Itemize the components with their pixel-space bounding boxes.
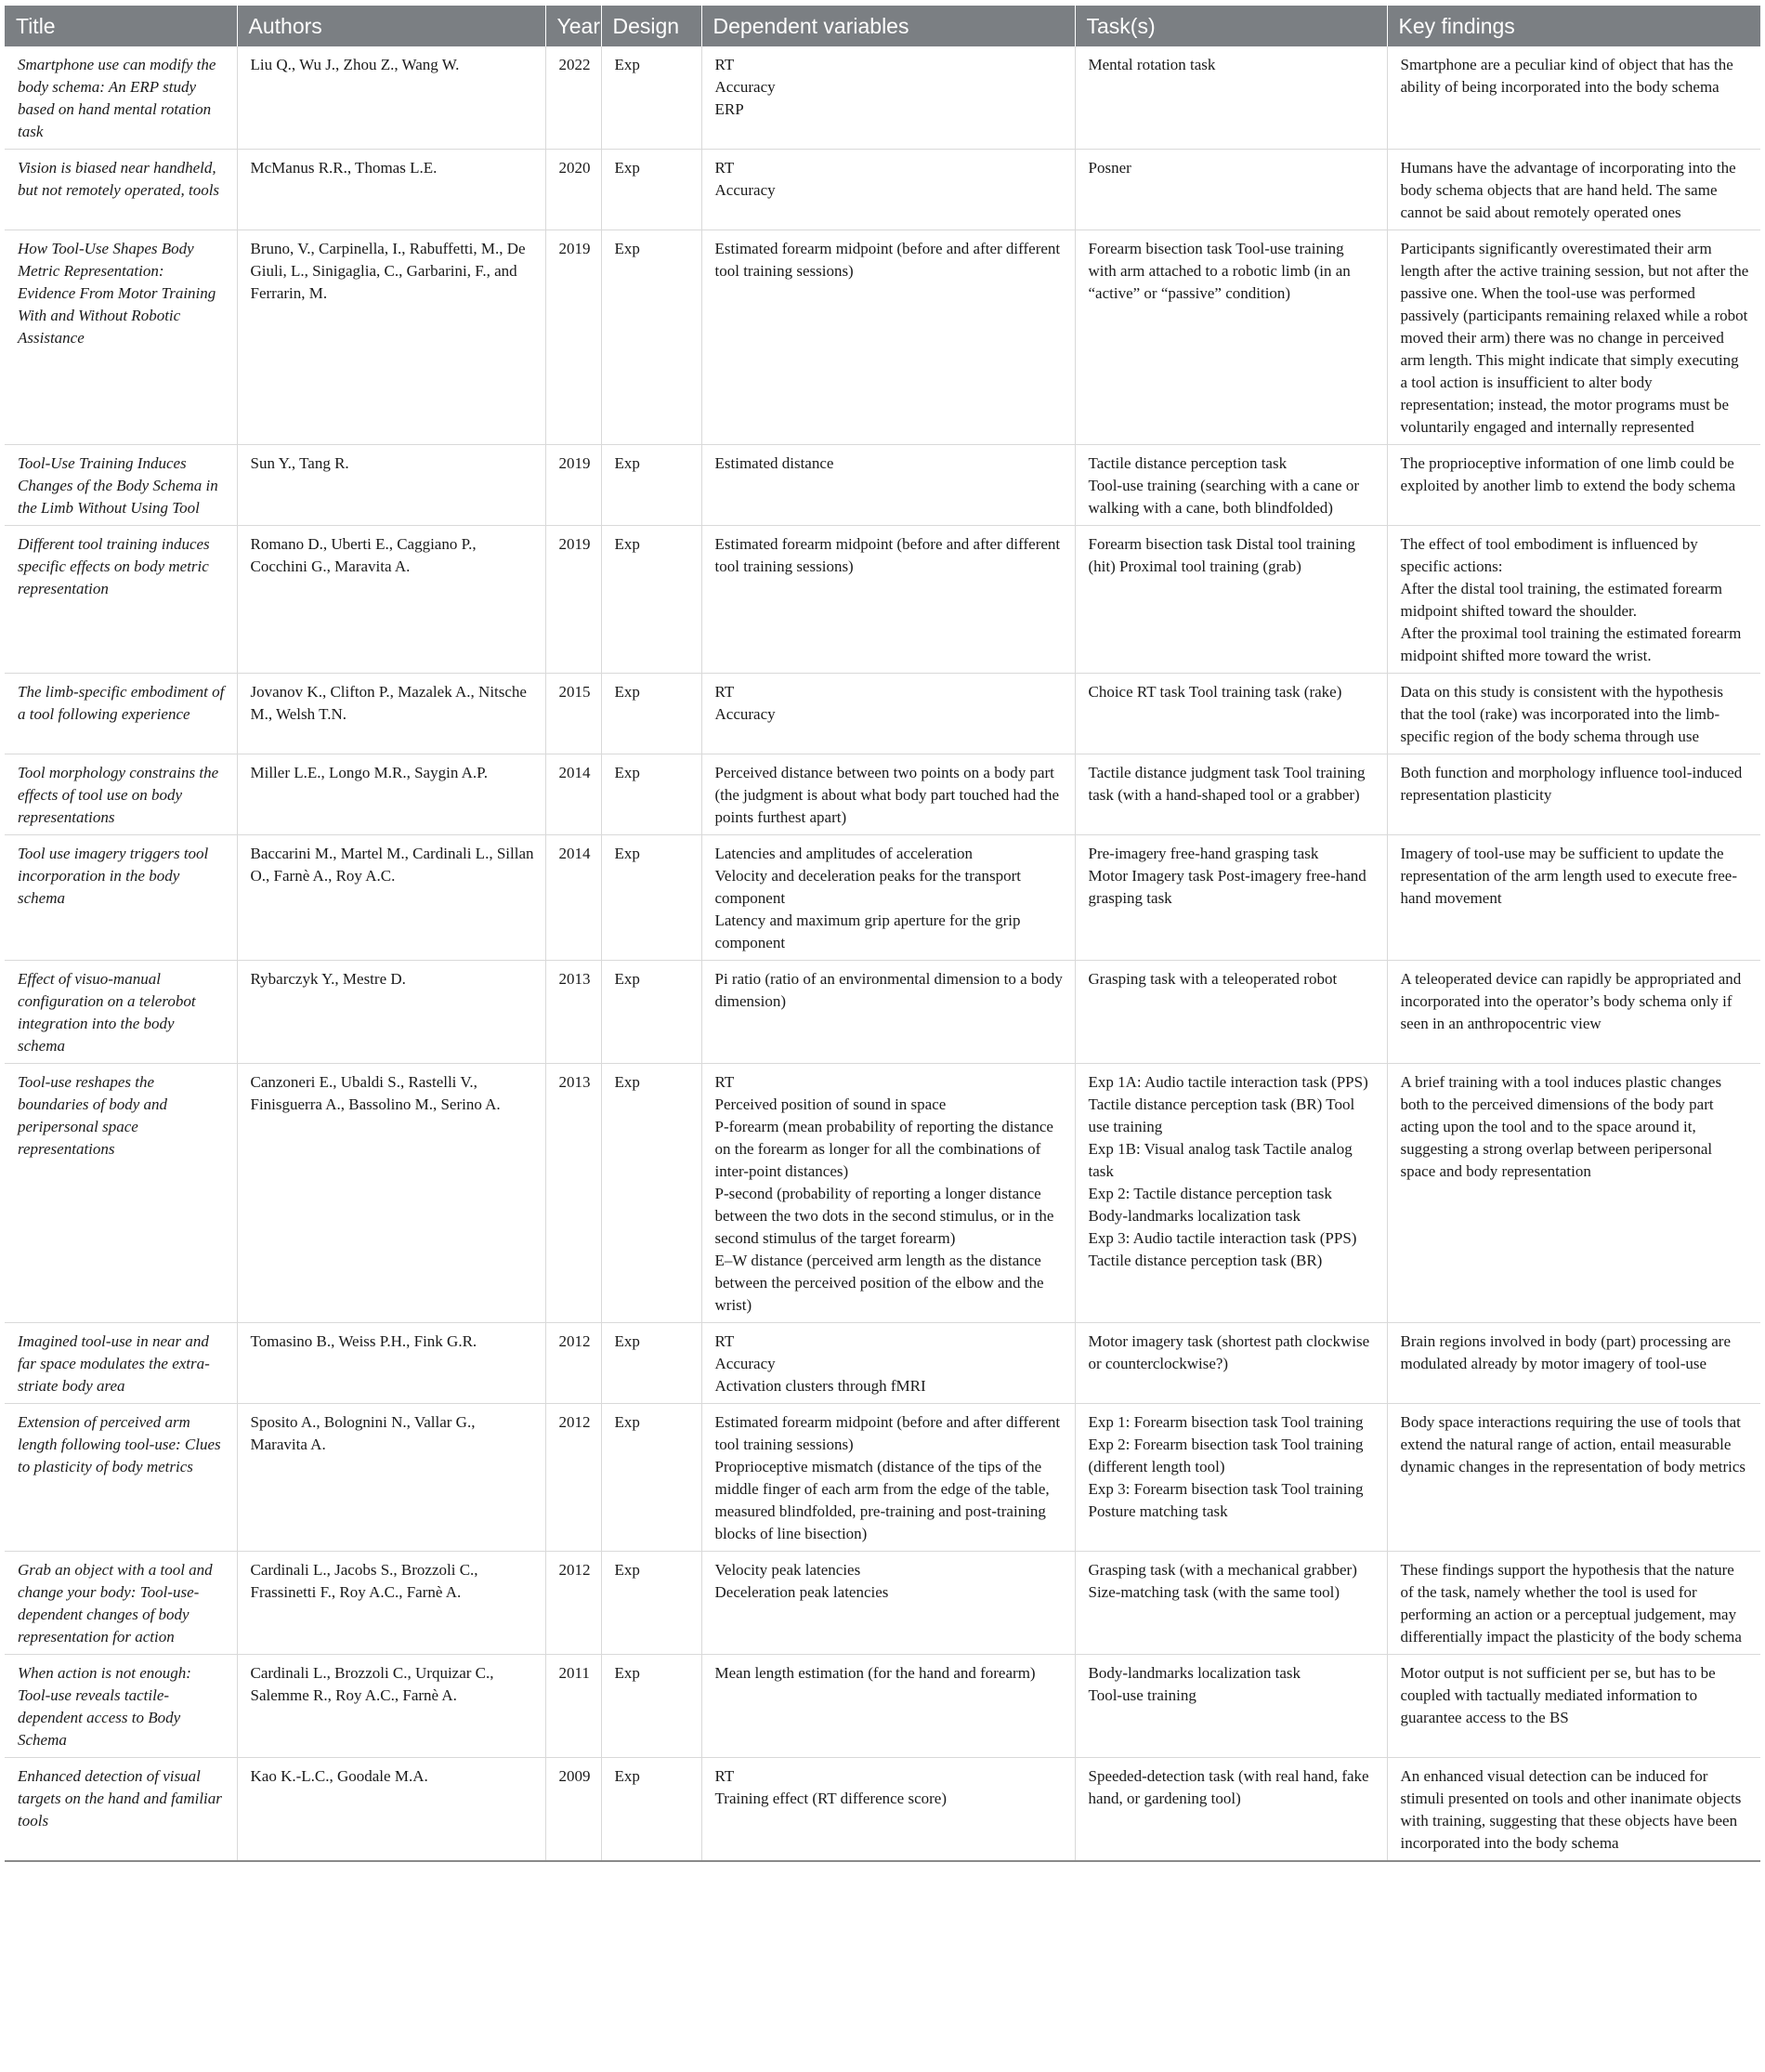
header-dependent-variables: Dependent variables bbox=[701, 6, 1075, 46]
cell-year: 2009 bbox=[545, 1758, 601, 1862]
cell-title: Extension of perceived arm length following tool-use: Clues to plasticity of body metrics bbox=[5, 1404, 237, 1552]
cell-dependent-variables: Mean length estimation (for the hand and forearm) bbox=[701, 1655, 1075, 1758]
cell-authors: Canzoneri E., Ubaldi S., Rastelli V., Finisguerra A., Bassolino M., Serino A. bbox=[237, 1064, 545, 1323]
cell-title: Enhanced detection of visual targets on the hand and familiar tools bbox=[5, 1758, 237, 1862]
cell-year: 2012 bbox=[545, 1323, 601, 1404]
cell-key-findings: Participants significantly overestimated their arm length after the active training session, but not after the passive one. When the tool-use was performed passively (participants remaining relaxed while a robot moved their arm) there was no change in perceived arm length. This might indicate that simply executing a tool action is insufficient to alter body representation; instead, the motor programs must be voluntarily engaged and internally represented bbox=[1387, 230, 1760, 445]
cell-design: Exp bbox=[601, 754, 701, 835]
cell-year: 2020 bbox=[545, 150, 601, 230]
cell-dependent-variables: Estimated forearm midpoint (before and after different tool training sessions) bbox=[701, 526, 1075, 674]
cell-design: Exp bbox=[601, 1404, 701, 1552]
cell-design: Exp bbox=[601, 1758, 701, 1862]
cell-title: The limb-specific embodiment of a tool following experience bbox=[5, 674, 237, 754]
table-row bbox=[5, 1323, 1760, 1404]
cell-key-findings: A teleoperated device can rapidly be appropriated and incorporated into the operator’s body schema only if seen in an anthropocentric view bbox=[1387, 961, 1760, 1064]
table-row bbox=[5, 835, 1760, 961]
cell-year: 2022 bbox=[545, 46, 601, 150]
cell-tasks: Posner bbox=[1075, 150, 1387, 230]
table-row bbox=[5, 754, 1760, 835]
cell-tasks: Grasping task (with a mechanical grabber) Size-matching task (with the same tool) bbox=[1075, 1552, 1387, 1655]
cell-title: Tool use imagery triggers tool incorporation in the body schema bbox=[5, 835, 237, 961]
cell-design: Exp bbox=[601, 230, 701, 445]
cell-authors: Kao K.-L.C., Goodale M.A. bbox=[237, 1758, 545, 1862]
cell-design: Exp bbox=[601, 835, 701, 961]
cell-design: Exp bbox=[601, 150, 701, 230]
cell-design: Exp bbox=[601, 445, 701, 526]
header-design: Design bbox=[601, 6, 701, 46]
cell-design: Exp bbox=[601, 1323, 701, 1404]
cell-dependent-variables: RT Perceived position of sound in space P-forearm (mean probability of reporting the distance on the forearm as longer for all the combinations of inter-point distances) P-second (probability of reporting a longer distance between the two dots in the second stimulus, or in the second stimulus of the target forearm) E–W distance (perceived arm length as the distance between the perceived position of the elbow and the wrist) bbox=[701, 1064, 1075, 1323]
cell-year: 2013 bbox=[545, 961, 601, 1064]
cell-design: Exp bbox=[601, 46, 701, 150]
cell-year: 2012 bbox=[545, 1404, 601, 1552]
cell-key-findings: Both function and morphology influence tool-induced representation plasticity bbox=[1387, 754, 1760, 835]
cell-year: 2011 bbox=[545, 1655, 601, 1758]
cell-authors: Bruno, V., Carpinella, I., Rabuffetti, M., De Giuli, L., Sinigaglia, C., Garbarini, F., and Ferrarin, M. bbox=[237, 230, 545, 445]
cell-tasks: Choice RT task Tool training task (rake) bbox=[1075, 674, 1387, 754]
header-key-findings: Key findings bbox=[1387, 6, 1760, 46]
cell-tasks: Grasping task with a teleoperated robot bbox=[1075, 961, 1387, 1064]
cell-title: Imagined tool-use in near and far space modulates the extra-striate body area bbox=[5, 1323, 237, 1404]
cell-dependent-variables: RT Accuracy bbox=[701, 150, 1075, 230]
cell-tasks: Tactile distance perception task Tool-use training (searching with a cane or walking with a cane, both blindfolded) bbox=[1075, 445, 1387, 526]
cell-dependent-variables: Estimated forearm midpoint (before and after different tool training sessions) Proprioceptive mismatch (distance of the tips of the middle finger of each arm from the edge of the table, measured blindfolded, pre-training and post-training blocks of line bisection) bbox=[701, 1404, 1075, 1552]
cell-year: 2019 bbox=[545, 526, 601, 674]
cell-tasks: Mental rotation task bbox=[1075, 46, 1387, 150]
cell-tasks: Exp 1: Forearm bisection task Tool training Exp 2: Forearm bisection task Tool training (different length tool) Exp 3: Forearm bisection task Tool training Posture matching task bbox=[1075, 1404, 1387, 1552]
cell-title: Tool-Use Training Induces Changes of the Body Schema in the Limb Without Using Tool bbox=[5, 445, 237, 526]
cell-design: Exp bbox=[601, 961, 701, 1064]
cell-key-findings: These findings support the hypothesis that the nature of the task, namely whether the tool is used for performing an action or a perceptual judgement, may differentially impact the plasticity of the body schema bbox=[1387, 1552, 1760, 1655]
cell-authors: Cardinali L., Jacobs S., Brozzoli C., Frassinetti F., Roy A.C., Farnè A. bbox=[237, 1552, 545, 1655]
table-row bbox=[5, 526, 1760, 674]
cell-design: Exp bbox=[601, 1655, 701, 1758]
cell-dependent-variables: RT Training effect (RT difference score) bbox=[701, 1758, 1075, 1862]
table-row bbox=[5, 46, 1760, 150]
cell-dependent-variables: Perceived distance between two points on a body part (the judgment is about what body part touched had the points furthest apart) bbox=[701, 754, 1075, 835]
cell-tasks: Exp 1A: Audio tactile interaction task (PPS) Tactile distance perception task (BR) Tool use training Exp 1B: Visual analog task Tactile analog task Exp 2: Tactile distance perception task Body-landmarks localization task Exp 3: Audio tactile interaction task (PPS) Tactile distance perception task (BR) bbox=[1075, 1064, 1387, 1323]
cell-key-findings: A brief training with a tool induces plastic changes both to the perceived dimensions of the body part acting upon the tool and to the space around it, suggesting a strong overlap between peripersonal space and body representation bbox=[1387, 1064, 1760, 1323]
cell-authors: Liu Q., Wu J., Zhou Z., Wang W. bbox=[237, 46, 545, 150]
table-row bbox=[5, 1758, 1760, 1862]
cell-key-findings: Humans have the advantage of incorporating into the body schema objects that are hand held. The same cannot be said about remotely operated ones bbox=[1387, 150, 1760, 230]
cell-dependent-variables: Pi ratio (ratio of an environmental dimension to a body dimension) bbox=[701, 961, 1075, 1064]
cell-dependent-variables: Latencies and amplitudes of acceleration Velocity and deceleration peaks for the transport component Latency and maximum grip aperture for the grip component bbox=[701, 835, 1075, 961]
cell-title: Tool-use reshapes the boundaries of body and peripersonal space representations bbox=[5, 1064, 237, 1323]
cell-tasks: Forearm bisection task Distal tool training (hit) Proximal tool training (grab) bbox=[1075, 526, 1387, 674]
cell-year: 2015 bbox=[545, 674, 601, 754]
cell-dependent-variables: RT Accuracy ERP bbox=[701, 46, 1075, 150]
cell-title: Different tool training induces specific effects on body metric representation bbox=[5, 526, 237, 674]
cell-dependent-variables: RT Accuracy Activation clusters through fMRI bbox=[701, 1323, 1075, 1404]
cell-key-findings: The effect of tool embodiment is influenced by specific actions: After the distal tool training, the estimated forearm midpoint shifted toward the shoulder. After the proximal tool training the estimated forearm midpoint shifted more toward the wrist. bbox=[1387, 526, 1760, 674]
cell-title: Grab an object with a tool and change your body: Tool-use-dependent changes of body representation for action bbox=[5, 1552, 237, 1655]
cell-authors: Cardinali L., Brozzoli C., Urquizar C., Salemme R., Roy A.C., Farnè A. bbox=[237, 1655, 545, 1758]
table-row bbox=[5, 230, 1760, 445]
cell-title: Smartphone use can modify the body schema: An ERP study based on hand mental rotation task bbox=[5, 46, 237, 150]
header-tasks: Task(s) bbox=[1075, 6, 1387, 46]
cell-key-findings: Motor output is not sufficient per se, but has to be coupled with tactually mediated information to guarantee access to the BS bbox=[1387, 1655, 1760, 1758]
cell-design: Exp bbox=[601, 526, 701, 674]
cell-key-findings: Brain regions involved in body (part) processing are modulated already by motor imagery of tool-use bbox=[1387, 1323, 1760, 1404]
cell-authors: Tomasino B., Weiss P.H., Fink G.R. bbox=[237, 1323, 545, 1404]
cell-tasks: Speeded-detection task (with real hand, fake hand, or gardening tool) bbox=[1075, 1758, 1387, 1862]
cell-authors: Miller L.E., Longo M.R., Saygin A.P. bbox=[237, 754, 545, 835]
cell-year: 2014 bbox=[545, 754, 601, 835]
header-year: Year bbox=[545, 6, 601, 46]
cell-tasks: Pre-imagery free-hand grasping task Motor Imagery task Post-imagery free-hand grasping task bbox=[1075, 835, 1387, 961]
cell-title: When action is not enough: Tool-use reveals tactile-dependent access to Body Schema bbox=[5, 1655, 237, 1758]
cell-title: Effect of visuo-manual configuration on a telerobot integration into the body schema bbox=[5, 961, 237, 1064]
cell-year: 2019 bbox=[545, 230, 601, 445]
cell-title: How Tool-Use Shapes Body Metric Representation: Evidence From Motor Training With and Without Robotic Assistance bbox=[5, 230, 237, 445]
cell-key-findings: The proprioceptive information of one limb could be exploited by another limb to extend the body schema bbox=[1387, 445, 1760, 526]
cell-tasks: Body-landmarks localization task Tool-use training bbox=[1075, 1655, 1387, 1758]
cell-authors: Sposito A., Bolognini N., Vallar G., Maravita A. bbox=[237, 1404, 545, 1552]
cell-title: Tool morphology constrains the effects of tool use on body representations bbox=[5, 754, 237, 835]
cell-year: 2013 bbox=[545, 1064, 601, 1323]
table-row bbox=[5, 961, 1760, 1064]
cell-authors: Sun Y., Tang R. bbox=[237, 445, 545, 526]
cell-authors: Jovanov K., Clifton P., Mazalek A., Nitsche M., Welsh T.N. bbox=[237, 674, 545, 754]
cell-design: Exp bbox=[601, 674, 701, 754]
table-row bbox=[5, 1552, 1760, 1655]
cell-dependent-variables: Velocity peak latencies Deceleration peak latencies bbox=[701, 1552, 1075, 1655]
table-header bbox=[5, 6, 1760, 46]
table-row bbox=[5, 674, 1760, 754]
cell-design: Exp bbox=[601, 1552, 701, 1655]
cell-key-findings: Data on this study is consistent with the hypothesis that the tool (rake) was incorporated into the limb-specific region of the body schema through use bbox=[1387, 674, 1760, 754]
cell-key-findings: Smartphone are a peculiar kind of object that has the ability of being incorporated into the body schema bbox=[1387, 46, 1760, 150]
cell-authors: Rybarczyk Y., Mestre D. bbox=[237, 961, 545, 1064]
cell-authors: Romano D., Uberti E., Caggiano P., Cocchini G., Maravita A. bbox=[237, 526, 545, 674]
header-authors: Authors bbox=[237, 6, 545, 46]
cell-authors: Baccarini M., Martel M., Cardinali L., Sillan O., Farnè A., Roy A.C. bbox=[237, 835, 545, 961]
studies-table bbox=[5, 6, 1760, 1862]
cell-dependent-variables: Estimated distance bbox=[701, 445, 1075, 526]
cell-dependent-variables: Estimated forearm midpoint (before and after different tool training sessions) bbox=[701, 230, 1075, 445]
cell-year: 2012 bbox=[545, 1552, 601, 1655]
cell-dependent-variables: RT Accuracy bbox=[701, 674, 1075, 754]
table-body bbox=[5, 46, 1760, 1861]
header-title: Title bbox=[5, 6, 237, 46]
cell-year: 2014 bbox=[545, 835, 601, 961]
table-row bbox=[5, 1064, 1760, 1323]
cell-year: 2019 bbox=[545, 445, 601, 526]
table-row bbox=[5, 1404, 1760, 1552]
table-row bbox=[5, 150, 1760, 230]
cell-tasks: Forearm bisection task Tool-use training with arm attached to a robotic limb (in an “active” or “passive” condition) bbox=[1075, 230, 1387, 445]
cell-key-findings: Body space interactions requiring the use of tools that extend the natural range of action, entail measurable dynamic changes in the representation of body metrics bbox=[1387, 1404, 1760, 1552]
table-row bbox=[5, 1655, 1760, 1758]
table-row bbox=[5, 445, 1760, 526]
cell-tasks: Motor imagery task (shortest path clockwise or counterclockwise?) bbox=[1075, 1323, 1387, 1404]
cell-title: Vision is biased near handheld, but not remotely operated, tools bbox=[5, 150, 237, 230]
cell-authors: McManus R.R., Thomas L.E. bbox=[237, 150, 545, 230]
header-row bbox=[5, 6, 1760, 46]
cell-design: Exp bbox=[601, 1064, 701, 1323]
cell-key-findings: An enhanced visual detection can be induced for stimuli presented on tools and other inanimate objects with training, suggesting that these objects have been incorporated into the body schema bbox=[1387, 1758, 1760, 1862]
cell-tasks: Tactile distance judgment task Tool training task (with a hand-shaped tool or a grabber) bbox=[1075, 754, 1387, 835]
cell-key-findings: Imagery of tool-use may be sufficient to update the representation of the arm length used to execute free-hand movement bbox=[1387, 835, 1760, 961]
